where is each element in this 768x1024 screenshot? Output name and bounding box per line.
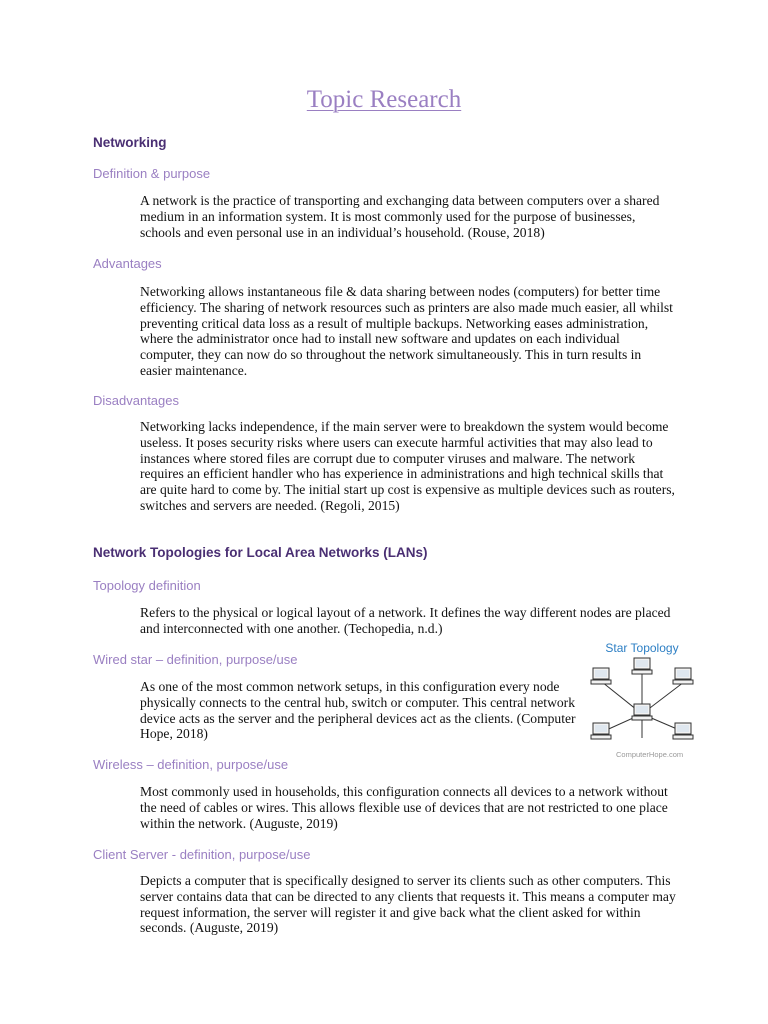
wired-star-heading: Wired star – definition, purpose/use: [93, 652, 298, 667]
star-topology-figure: [586, 640, 698, 764]
networking-heading: Networking: [93, 135, 167, 150]
star-topology-diagram-icon: [586, 640, 698, 764]
definition-paragraph: A network is the practice of transporting and exchanging data between computers over a shared medium in an information system. It is most commonly used for the purpose of businesses, schools and even personal use in an individual’s household. (Rouse, 2018): [140, 193, 660, 240]
wireless-heading: Wireless – definition, purpose/use: [93, 757, 289, 772]
disadvantages-heading: Disadvantages: [93, 393, 179, 408]
advantages-paragraph: Networking allows instantaneous file & data sharing between nodes (computers) for better time efficiency. The sharing of network resources such as printers are also made much easier, all whilst preventing critical data loss as a result of multiple backups. Networking eases administration, where the administrator once had to install new software and updates on each individual computer, they can now do so throughout the network simultaneously. This in turn results in easier maintenance.: [140, 284, 673, 378]
topologies-heading: Network Topologies for Local Area Networks (LANs): [93, 545, 428, 560]
definition-heading: Definition & purpose: [93, 166, 211, 181]
topology-definition-heading: Topology definition: [93, 578, 201, 593]
advantages-heading: Advantages: [93, 256, 162, 271]
client-server-paragraph: Depicts a computer that is specifically designed to server its clients such as other computers. This server contains data that can be directed to any clients that requests it. This means a computer may request information, the server will register it and give back what the client asked for within seconds. (Auguste, 2019): [140, 873, 676, 936]
client-server-heading: Client Server - definition, purpose/use: [93, 847, 311, 862]
document-title: Topic Research: [306, 86, 462, 113]
topology-definition-paragraph: Refers to the physical or logical layout of a network. It defines the way different nodes are placed and interconnected with one another. (Techopedia, n.d.): [140, 605, 671, 636]
wired-star-paragraph: As one of the most common network setups, in this configuration every node physically connects to the central hub, switch or computer. This central network device acts as the server and the peripheral devices act as the clients. (Computer Hope, 2018): [140, 679, 576, 742]
wireless-paragraph: Most commonly used in households, this configuration connects all devices to a network without the need of cables or wires. This allows flexible use of devices that are not restricted to one place within the network. (Auguste, 2019): [140, 784, 668, 831]
figure-caption: ComputerHope.com: [616, 750, 684, 759]
figure-title: Star Topology: [605, 641, 679, 655]
disadvantages-paragraph: Networking lacks independence, if the main server were to breakdown the system would become useless. It poses security risks where users can execute harmful activities that may also lead to instances where stored files are corrupt due to computer viruses and malware. The network requires an efficient handler who has experience in administrations and high technical skills that are quite hard to come by. The initial start up cost is expensive as multiple devices such as routers, switches and servers are needed. (Regoli, 2015): [140, 419, 675, 513]
